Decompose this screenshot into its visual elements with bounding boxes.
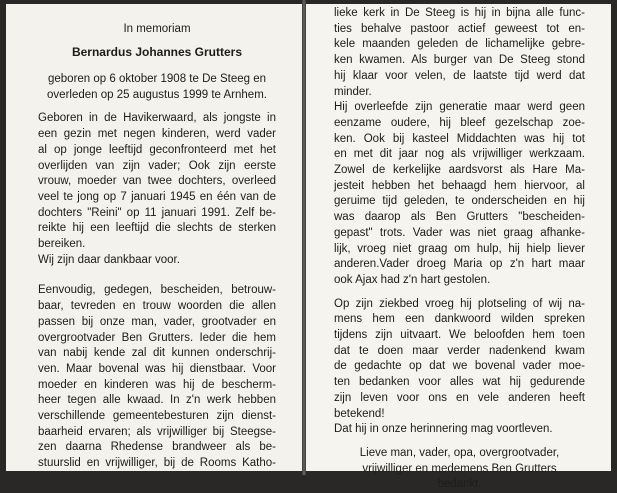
text-line: tijdens zijn uitvaart. We beloofden hem toen <box>334 329 585 342</box>
text-line: moeder en kinderen was hij de bescherm- <box>38 378 276 391</box>
text-line: al op jonge leeftijd geconfronteerd met het <box>38 143 276 156</box>
text-line: hij klaar voor velen, de laatste tijd werd dat <box>334 69 585 82</box>
deceased-name: Bernardus Johannes Grutters <box>71 45 243 59</box>
text-line: overgrootvader Ben Grutters. Ieder die hem <box>38 331 276 344</box>
text-line: passen bij onze man, vader, grootvader en <box>38 315 276 328</box>
text-line: geruime tijd geleden, te onderscheiden en hij <box>334 195 585 208</box>
text-line: minder. <box>334 85 372 98</box>
text-line: ook Ajax had z'n hart gestolen. <box>334 273 491 286</box>
left-paragraph-2 <box>38 283 276 471</box>
text-line: lieke kerk in De Steeg is hij in bijna alle func- <box>334 7 585 19</box>
text-line: Geboren in de Havikerwaard, als jongste in <box>38 112 276 125</box>
text-line: ken. Ook bij kasteel Middachten was hij tot <box>334 132 585 145</box>
text-line: gepast" trots. Vader was niet graag afhanke- <box>334 226 585 239</box>
text-line: een gezin met negen kinderen, werd vader <box>38 128 276 141</box>
left-paragraph-1 <box>38 111 276 268</box>
text-line: verschillende gemeentebesturen zijn dienst- <box>38 410 276 423</box>
text-line: de gedachte op dat we bovenal vader moe- <box>334 360 585 373</box>
right-paragraph-1 <box>334 6 585 100</box>
text-line: en met dit jaar nog als vrijwilliger werkzaam. <box>334 148 585 161</box>
card-title: In memoriam <box>123 23 191 35</box>
text-line: ken kwamen. Als burger van De Steeg stond <box>334 54 585 67</box>
text-line: jesteit hebben het behaagd hem hiervoor, al <box>334 179 585 192</box>
text-line: ties behalve pastoor actief geweest tot en- <box>334 22 585 35</box>
dates-block <box>38 72 276 103</box>
closing-line: Lieve man, vader, opa, overgrootvader, <box>359 446 560 459</box>
text-line: dochters "Reini" op 11 januari 1991. Zelf be- <box>38 206 276 219</box>
text-line: vrouw, moeder van twee dochters, overleed <box>38 175 276 188</box>
birth-line: geboren op 6 oktober 1908 te De Steeg en <box>47 73 267 85</box>
text-line: van nabij kende zal dit kunnen onderschrij- <box>38 347 276 360</box>
text-line: Eenvoudig, gedegen, bescheiden, betrouw- <box>38 284 276 297</box>
text-line: dat te doen maar verder nadenkend kwam <box>334 344 585 357</box>
text-line: stuurslid en vrijwilliger, bij de Rooms Katho- <box>38 457 276 470</box>
text-line: Hij overleefde zijn generatie maar werd geen <box>334 101 585 114</box>
text-line: overlijden van zijn vader; Ook zijn eerste <box>38 159 276 172</box>
text-line: mens hem een dankwoord wilden spreken <box>334 313 585 326</box>
text-line: kele maanden geleden de lichamelijke gebre- <box>334 38 585 51</box>
text-line: Zowel de kerkelijke aardsvorst als Hare Ma- <box>334 164 585 177</box>
text-line: lijk, vroeg niet graag om hulp, hij hielp liever <box>334 242 585 255</box>
closing-line: vrijwilliger en medemens Ben Grutters <box>362 462 557 475</box>
text-line: baar, tevreden en trouw woorden die allen <box>38 300 276 313</box>
text-line: baarheid ervaren; als vrijwilliger bij Steegse- <box>38 425 276 438</box>
death-line: overleden op 25 augustus 1999 te Arnhem. <box>47 88 267 101</box>
text-line: reikte hij een leeftijd die slechts de sterken <box>38 222 276 235</box>
text-line: ten bedanken voor alles wat hij gedurende <box>334 376 585 389</box>
text-line: heer tegen alle kwaad. In z'n werk hebben <box>38 394 276 407</box>
closing-line: bedankt. <box>437 478 482 491</box>
closing-block <box>334 446 585 493</box>
right-paragraph-3 <box>334 297 585 438</box>
text-line: Wij zijn daar dankbaar voor. <box>38 253 180 266</box>
text-line: betekend! <box>334 407 385 420</box>
text-line: Op zijn ziekbed vroeg hij plotseling of wij na- <box>334 297 585 310</box>
right-paragraph-2 <box>334 100 585 288</box>
text-line: zen daarna Rhedense brandweer als be- <box>38 441 276 454</box>
text-line: was daarop als Ben Grutters "bescheiden- <box>334 211 585 224</box>
text-line: veel te jong op 7 januari 1945 en één van de <box>38 190 276 203</box>
text-line: Dat hij in onze herinnering mag voortleven. <box>334 423 553 436</box>
text-line: zijn leven voor ons en vele anderen heeft <box>334 391 585 404</box>
right-page <box>306 4 611 491</box>
text-line: eenzame oudere, hij bleef gezelschap zoe- <box>334 116 585 129</box>
text-line: anderen.Vader droeg Maria op z'n hart maar <box>334 258 585 271</box>
text-line: bereiken. <box>38 238 86 251</box>
text-line: ven. Maar bovenal was hij dienstbaar. Voor <box>38 362 276 375</box>
left-page <box>6 4 302 471</box>
